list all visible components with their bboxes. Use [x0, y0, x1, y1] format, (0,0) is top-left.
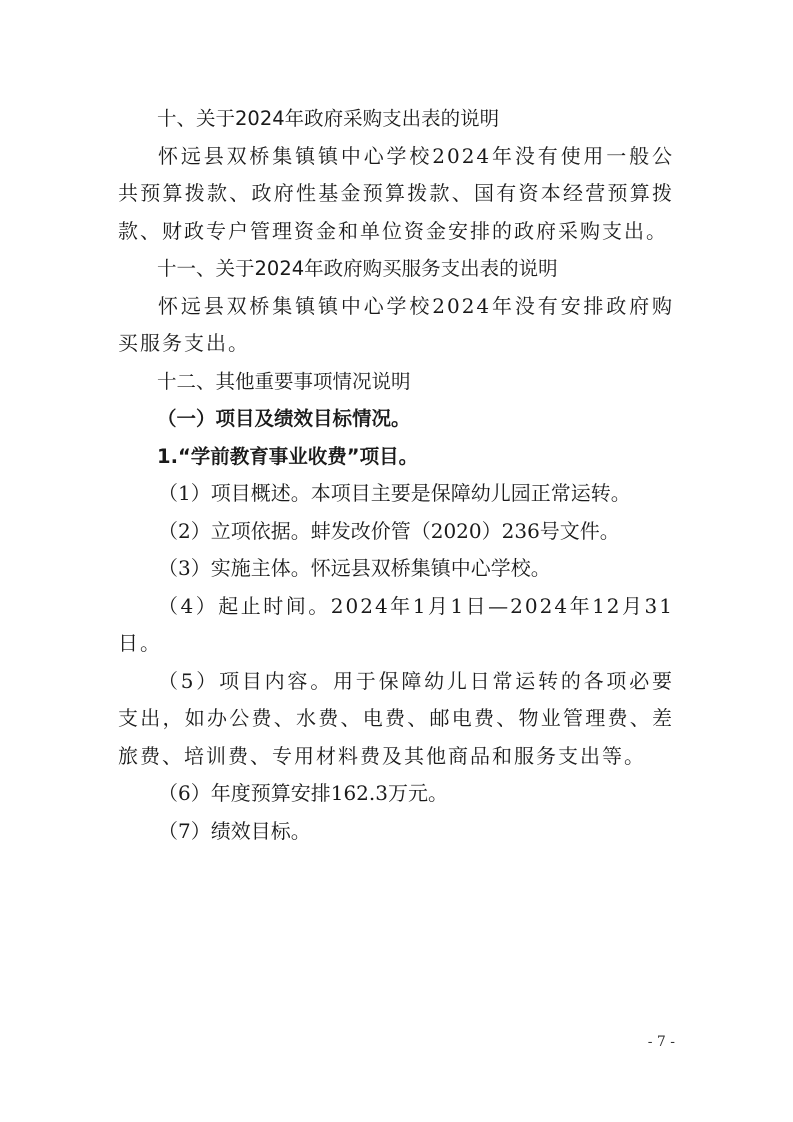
- subsection-heading-performance: （一）项目及绩效目标情况。: [157, 407, 411, 430]
- item-basis: （2）立项依据。蚌发改价管（2020）236号文件。: [158, 518, 620, 543]
- item-content: （5）项目内容。用于保障幼儿日常运转的各项必要支出，如办公费、水费、电费、邮电费、物业管理费、差旅费、培训费、专用材料费及其他商品和服务支出等。: [118, 668, 674, 768]
- document-body: [118, 100, 674, 850]
- section-heading-procurement: 十、关于2024年政府采购支出表的说明: [157, 107, 500, 130]
- item-period: （4）起止时间。2024年1月1日—2024年12月31日。: [118, 593, 674, 655]
- item-implementer: （3）实施主体。怀远县双桥集镇中心学校。: [158, 556, 551, 580]
- item-overview: （1）项目概述。本项目主要是保障幼儿园正常运转。: [158, 481, 631, 505]
- page-number: - 7 -: [647, 1034, 675, 1050]
- item-goals: （7）绩效目标。: [158, 818, 311, 843]
- section-heading-purchase-services: 十一、关于2024年政府购买服务支出表的说明: [157, 257, 558, 280]
- paragraph-purchase-services: 怀远县双桥集镇镇中心学校2024年没有安排政府购买服务支出。: [118, 293, 674, 355]
- project-heading: 1.“学前教育事业收费”项目。: [157, 444, 419, 468]
- paragraph-procurement: 怀远县双桥集镇镇中心学校2024年没有使用一般公共预算拨款、政府性基金预算拨款、国有资本经营预算拨款、财政专户管理资金和单位资金安排的政府采购支出。: [118, 143, 674, 243]
- item-budget: （6）年度预算安排162.3万元。: [158, 781, 448, 805]
- section-heading-other-matters: 十二、其他重要事项情况说明: [157, 369, 411, 393]
